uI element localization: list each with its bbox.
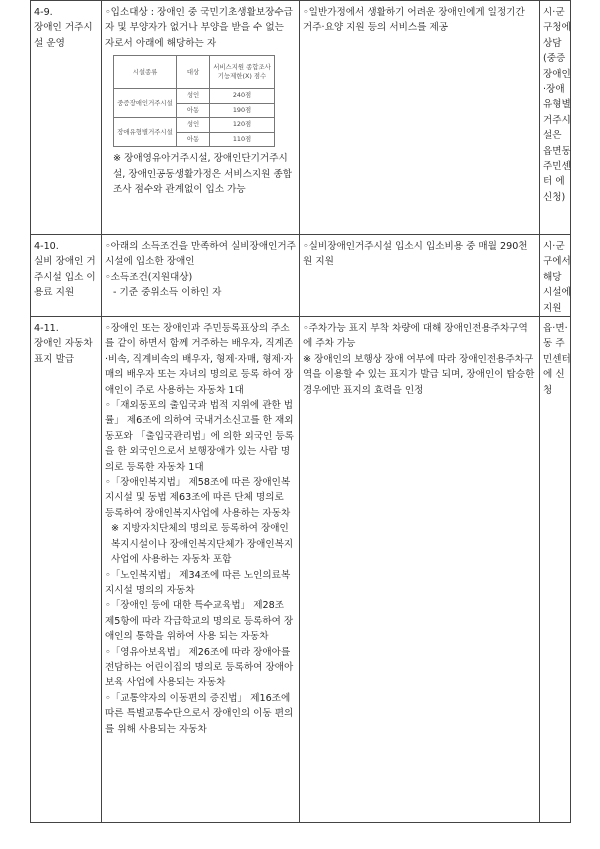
table-row — [30, 317, 571, 823]
target-text: ◦입소대상 : 장애인 중 국민기초생활보장수급자 및 부양자가 없거나 부양을 받을 수 없는 자로서 아래에 해당하는 자 — [105, 7, 293, 49]
target-text: ◦아래의 소득조건을 만족하여 실비장애인거주 시설에 입소한 장애인 — [105, 241, 296, 268]
target-type: 성인 — [177, 118, 210, 133]
target-text: ◦「교통약자의 이동편의 증진법」 제16조에 따른 특별교통수단으로서 장애인의 이동 편의를 위해 사용되는 자동차 — [105, 692, 294, 735]
target-cell — [102, 1, 300, 234]
target-text: ◦「장애인 등에 대한 특수교육법」 제28조 제5항에 따라 각급학교의 명의로 등록하여 장애인의 통학을 위하여 사용 되는 자동차 — [105, 600, 294, 643]
target-note: ※ 장애영유아거주시설, 장애인단기거주시설, 장애인공동생활가정은 서비스지원 종합조사 점수와 관계없이 입소 가능 — [113, 153, 293, 196]
contact-cell — [540, 317, 572, 822]
service-name-cell — [31, 317, 102, 822]
target-text: ◦장애인 또는 장애인과 주민등록표상의 주소를 같이 하면서 함께 거주하는 배우자, 직계존·비속, 직계비속의 배우자, 형제·자매, 형제·자매의 배우자 또는 자녀의 명의로 등록 하여 장애인이 주로 사용하는 자동차 1대 — [105, 323, 294, 396]
th-target: 대상 — [177, 56, 210, 89]
target-cell — [102, 235, 300, 316]
facility-cell: 중증장애인거주시설 — [114, 89, 177, 118]
target-cell — [102, 317, 300, 822]
th-score: 서비스지원 종합조사 기능제한(X) 점수 — [210, 56, 275, 89]
contact-cell — [540, 235, 572, 316]
facility-cell: 장애유형별거주시설 — [114, 118, 177, 147]
target-type: 아동 — [177, 103, 210, 118]
contact-cell — [540, 1, 572, 234]
service-name: 4-10. 실비 장애인 거주시설 입소 이용료 지원 — [34, 241, 96, 299]
target-text: - 기준 중위소득 이하인 자 — [113, 287, 222, 299]
th-facility: 시설종류 — [114, 56, 177, 89]
content-text: ◦일반가정에서 생활하기 어려운 장애인에게 일정기간 거주·요양 지원 등의 서비스를 제공 — [303, 7, 525, 34]
target-text: ◦소득조건(지원대상) — [105, 271, 193, 283]
service-name-cell — [31, 235, 102, 316]
target-text: ◦「영유아보육법」 제26조에 따라 장애아를 전담하는 어린이집의 명의로 등록하여 장애아 보육 사업에 사용되는 자동차 — [105, 646, 294, 689]
table-row — [30, 235, 571, 317]
target-text: ◦「장애인복지법」 제58조에 따른 장애인복지시설 및 동법 제63조에 따른 단체 명의로 등록하여 장애인복지사업에 사용하는 자동차 — [105, 477, 291, 519]
service-name: 4-9. 장애인 거주시설 운영 — [34, 7, 93, 49]
content-cell — [300, 1, 540, 234]
content-text: ◦실비장애인거주시설 입소시 입소비용 중 매월 290천원 지원 — [303, 241, 528, 268]
contact-text: 읍·면·동 주민센터에 신청 — [543, 323, 571, 396]
welfare-table — [30, 0, 571, 823]
target-text: ◦「재외동포의 출입국과 법적 지위에 관한 법률」 제6조에 의하여 국내거소신고를 한 재외동포와 「출입국관리법」에 의한 외국인 등록을 한 외국인으로서 보행장애가 있는 사람 명의로 등록한 자동차 1대 — [105, 400, 294, 473]
service-name-cell — [31, 1, 102, 234]
score-value: 120점 — [210, 118, 275, 133]
target-criteria-table — [113, 55, 275, 147]
target-text: ※ 지방자치단체의 명의로 등록하여 장애인복지시설이나 장애인복지단체가 장애인복지사업에 사용하는 자동차 포함 — [111, 523, 294, 566]
service-name: 4-11. 장애인 자동차 표지 발급 — [34, 323, 93, 365]
score-value: 190점 — [210, 103, 275, 118]
score-value: 240점 — [210, 89, 275, 104]
contact-text: 시·군 구에서 해당 시설에 지원 — [543, 241, 571, 314]
content-cell — [300, 235, 540, 316]
content-cell — [300, 317, 540, 822]
target-type: 성인 — [177, 89, 210, 104]
score-value: 110점 — [210, 132, 275, 147]
target-text: ◦「노인복지법」 제34조에 따른 노인의료복지시설 명의의 자동차 — [105, 569, 291, 596]
contact-text: 시·군 구청에 상담(중증장애인·장애유형별 거주시설은 읍면동 주민센터 에 신청) — [543, 7, 571, 203]
table-row — [30, 0, 571, 235]
content-text: ◦주차가능 표지 부착 차량에 대해 장애인전용주차구역에 주차 가능 ※ 장애인의 보행상 장애 여부에 따라 장애인전용주차구역을 이용할 수 있는 표지가 발급 되며, 장애인이 탑승한 경우에만 표지의 효력을 인정 — [303, 323, 535, 396]
target-type: 아동 — [177, 132, 210, 147]
